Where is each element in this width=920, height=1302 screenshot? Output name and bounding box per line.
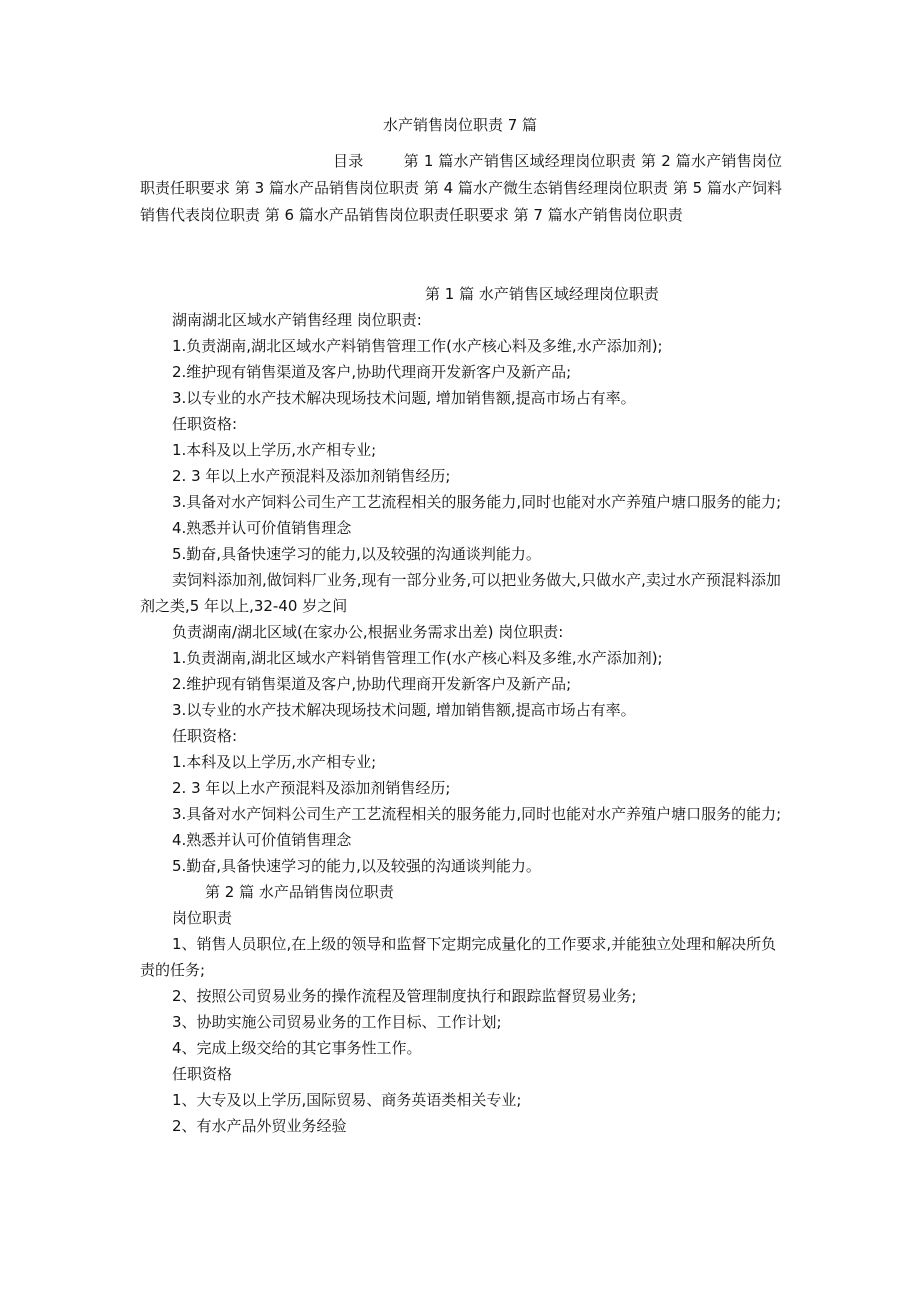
- paragraph: 1.负责湖南,湖北区域水产料销售管理工作(水产核心料及多维,水产添加剂);: [172, 337, 663, 355]
- paragraph: 2. 3 年以上水产预混料及添加剂销售经历;: [172, 779, 451, 797]
- paragraph: 1、大专及以上学历,国际贸易、商务英语类相关专业;: [172, 1091, 522, 1109]
- paragraph: 4.熟悉并认可价值销售理念: [172, 519, 352, 537]
- paragraph: 2. 3 年以上水产预混料及添加剂销售经历;: [172, 467, 451, 485]
- paragraph: 2、按照公司贸易业务的操作流程及管理制度执行和跟踪监督贸易业务;: [172, 987, 637, 1005]
- section-heading: 第 1 篇 水产销售区域经理岗位职责: [425, 285, 659, 303]
- paragraph: 2、有水产品外贸业务经验: [172, 1117, 347, 1135]
- document-title: 水产销售岗位职责 7 篇: [382, 116, 538, 134]
- toc-label: 目录: [333, 152, 364, 170]
- paragraph: 2.维护现有销售渠道及客户,协助代理商开发新客户及新产品;: [172, 363, 572, 381]
- paragraph: 4.熟悉并认可价值销售理念: [172, 831, 352, 849]
- paragraph: 1.本科及以上学历,水产相专业;: [172, 753, 377, 771]
- paragraph: 卖饲料添加剂,做饲料厂业务,现有一部分业务,可以把业务做大,只做水产,卖过水产预混料添加剂之类,5 年以上,32-40 岁之间: [140, 571, 781, 615]
- paragraph: 1.本科及以上学历,水产相专业;: [172, 441, 377, 459]
- document-body: [140, 281, 782, 1139]
- paragraph: 3.以专业的水产技术解决现场技术问题, 增加销售额,提高市场占有率。: [172, 701, 636, 719]
- paragraph: 1.负责湖南,湖北区域水产料销售管理工作(水产核心料及多维,水产添加剂);: [172, 649, 663, 667]
- paragraph: 岗位职责: [172, 909, 233, 927]
- paragraph: 1、销售人员职位,在上级的领导和监督下定期完成量化的工作要求,并能独立处理和解决所负责的任务;: [140, 935, 777, 979]
- paragraph: 5.勤奋,具备快速学习的能力,以及较强的沟通谈判能力。: [172, 857, 541, 875]
- paragraph: 5.勤奋,具备快速学习的能力,以及较强的沟通谈判能力。: [172, 545, 541, 563]
- paragraph: 3.具备对水产饲料公司生产工艺流程相关的服务能力,同时也能对水产养殖户塘口服务的能力;: [172, 805, 782, 823]
- table-of-contents: [140, 148, 782, 229]
- paragraph: 负责湖南/湖北区域(在家办公,根据业务需求出差) 岗位职责:: [172, 623, 564, 641]
- paragraph: 任职资格: [172, 1065, 233, 1083]
- paragraph: 3.以专业的水产技术解决现场技术问题, 增加销售额,提高市场占有率。: [172, 389, 636, 407]
- section-heading: 第 2 篇 水产品销售岗位职责: [205, 883, 394, 901]
- paragraph: 湖南湖北区域水产销售经理 岗位职责:: [172, 311, 422, 329]
- paragraph: 3.具备对水产饲料公司生产工艺流程相关的服务能力,同时也能对水产养殖户塘口服务的能力;: [172, 493, 782, 511]
- paragraph: 4、完成上级交给的其它事务性工作。: [172, 1039, 422, 1057]
- paragraph: 2.维护现有销售渠道及客户,协助代理商开发新客户及新产品;: [172, 675, 572, 693]
- toc-entries: 第 1 篇水产销售区域经理岗位职责 第 2 篇水产销售岗位职责任职要求 第 3 篇水产品销售岗位职责 第 4 篇水产微生态销售经理岗位职责 第 5 篇水产饲料销售代表岗位职责 第 6 篇水产品销售岗位职责任职要求 第 7 篇水产销售岗位职责: [140, 152, 782, 224]
- paragraph: 3、协助实施公司贸易业务的工作目标、工作计划;: [172, 1013, 502, 1031]
- paragraph: 任职资格:: [172, 415, 238, 433]
- paragraph: 任职资格:: [172, 727, 238, 745]
